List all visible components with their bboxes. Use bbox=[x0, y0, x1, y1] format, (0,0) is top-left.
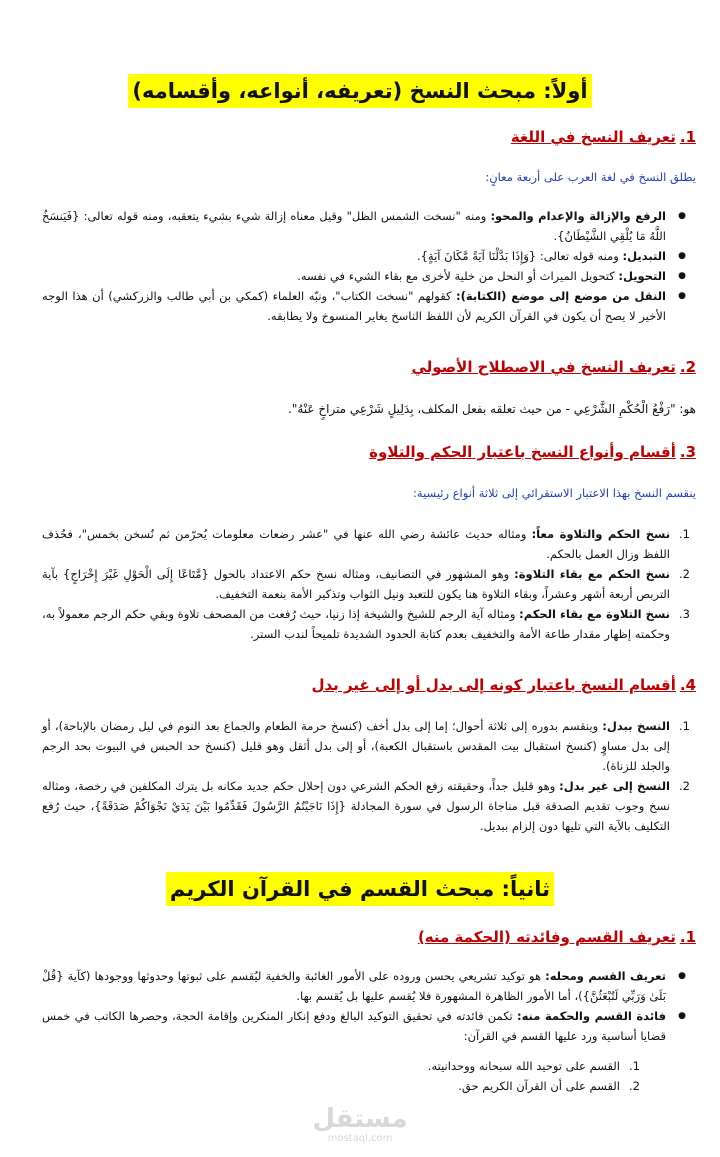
oath-subjects-list bbox=[300, 1056, 640, 1096]
part2-title-wrap bbox=[0, 872, 720, 906]
oath-list bbox=[42, 966, 686, 1046]
part1-title-wrap bbox=[0, 74, 720, 108]
meanings-list bbox=[42, 206, 686, 326]
part1-title: أولاً: مبحث النسخ (تعريفه، أنواعه، وأقسامه) bbox=[128, 74, 591, 108]
list-item: ● فائدة القسم والحكمة منه: تكمن فائدته في تحقيق التوكيد البالغ ودفع إنكار المنكرين وإقامة الحجة، وحصرها الكاتب في خمس قضايا أساسية ورد عليها القسم في القرآن: bbox=[42, 1006, 686, 1046]
list-item: ● التحويل: كتحويل الميراث أو النحل من خلية لأخرى مع بقاء الشيء في نفسه. bbox=[42, 266, 686, 286]
list-item: ● الرفع والإزالة والإعدام والمحو: ومنه "نسخت الشمس الظل" وقيل معناه إزالة شيء بشيء يتعقبه، ومنه قوله تعالى: {فَيَنسَخُ اللَّهُ مَا يُلْقِي الشَّيْطَانُ}. bbox=[42, 206, 686, 246]
substitution-list bbox=[42, 716, 690, 836]
section-heading: 2.تعريف النسخ في الاصطلاح الأصولي bbox=[411, 358, 696, 376]
section-heading: 1.تعريف النسخ في اللغة bbox=[510, 128, 696, 146]
list-item: 1. نسخ الحكم والتلاوة معاً: ومثاله حديث عائشة رضي الله عنها في "عشر رضعات معلومات يُحرّمن ثم نُسخن بخمس"، فحُذف اللفظ وزال العمل بالحكم. bbox=[42, 527, 690, 561]
list-item: ● النقل من موضع إلى موضع (الكتابة): كقولهم "نسخت الكتاب"، ونبّه العلماء (كمكي بن أبي طالب والزركشي) أن هذا الوجه الأخير لا يصح أن يكون في القرآن الكريم لأن اللفظ الناسخ يغاير المنسوخ ولا يطابقه. bbox=[42, 286, 686, 326]
types-list bbox=[42, 524, 690, 644]
section-heading: 1.تعريف القسم وفائدته (الحكمة منه) bbox=[417, 928, 696, 946]
list-item: 3. نسخ التلاوة مع بقاء الحكم: ومثاله آية الرجم للشيخ والشيخة إذا زنيا، حيث رُفعت من المصحف تلاوة وبقي حكم الرجم معمولاً به، وحكمته إظهار مقدار طاعة الأمة والتخفيف بعدم كتابة الحدود الشديدة تلميحاً لندب الستر. bbox=[42, 607, 690, 641]
section-intro: ينقسم النسخ بهذا الاعتبار الاستقرائي إلى ثلاثة أنواع رئيسية: bbox=[413, 486, 696, 500]
list-item: 1. النسخ ببدل: وينقسم بدوره إلى ثلاثة أحوال؛ إما إلى بدل أخف (كنسخ حرمة الطعام والجماع بعد النوم في ليل رمضان بالإباحة)، أو إلى بدل مساوٍ (كنسخ استقبال بيت المقدس باستقبال الكعبة)، أو إلى بدل أثقل وهو قليل (كنسخ حد الحبس في البيوت بحد الرجم والجلد للزناة). bbox=[42, 719, 690, 773]
definition-text: هو: "رَفْعُ الْحُكْمِ الشَّرْعِي - من حيث تعلقه بفعل المكلف، بِدَلِيلٍ شَرْعِي متراخٍ عَنْهُ". bbox=[288, 402, 696, 416]
section-heading: 3.أقسام وأنواع النسخ باعتبار الحكم والتلاوة bbox=[369, 443, 696, 461]
list-item: 2. نسخ الحكم مع بقاء التلاوة: وهو المشهور في التصانيف، ومثاله نسخ حكم الاعتداد بالحول {مَّتَاعًا إِلَى الْحَوْلِ غَيْرَ إِخْرَاجٍ} بآية التربص أربعة أشهر وعشراً، وبقاء التلاوة هنا يكون للتعبد ونيل الثواب وتذكير الأمة بنعمة التخفيف. bbox=[42, 567, 690, 601]
list-item: ● تعريف القسم ومحله: هو توكيد تشريعي يحسن وروده على الأمور الغائبة والخفية ليُقسم على ثبوتها وحدوثها ووجودها (كآية {قُلْ بَلَىٰ وَرَبِّي لَتُبْعَثُنَّ})، أما الأمور الظاهرة المشهورة فلا يُقسم عليها بل يُقسم بها. bbox=[42, 966, 686, 1006]
list-item: 2. القسم على أن القرآن الكريم حق. bbox=[458, 1079, 640, 1093]
list-item: 1. القسم على توحيد الله سبحانه ووحدانيته. bbox=[427, 1059, 640, 1073]
part2-title: ثانياً: مبحث القسم في القرآن الكريم bbox=[166, 872, 554, 906]
section-intro: يطلق النسخ في لغة العرب على أربعة معانٍ: bbox=[485, 170, 696, 184]
mostaql-watermark: مستقل mostaql.com bbox=[312, 1104, 408, 1144]
list-item: ● التبديل: ومنه قوله تعالى: {وَإِذَا بَدَّلْنَا آيَةً مَّكَانَ آيَةٍ}. bbox=[42, 246, 686, 266]
section-heading: 4.أقسام النسخ باعتبار كونه إلى بدل أو إلى غير بدل bbox=[311, 676, 696, 694]
list-item: 2. النسخ إلى غير بدل: وهو قليل جداً، وحقيقته رفع الحكم الشرعي دون إحلال حكم جديد مكانه بل يترك المكلفين في رخصة، ومثاله نسخ وجوب تقديم الصدقة قبل مناجاة الرسول في سورة المجادلة {إِذَا نَاجَيْتُمُ الرَّسُولَ فَقَدِّمُوا بَيْنَ يَدَيْ نَجْوَاكُمْ صَدَقَةً}، حيث رُفع التكليف بالآية التي تليها دون إلزام ببديل. bbox=[42, 779, 690, 833]
